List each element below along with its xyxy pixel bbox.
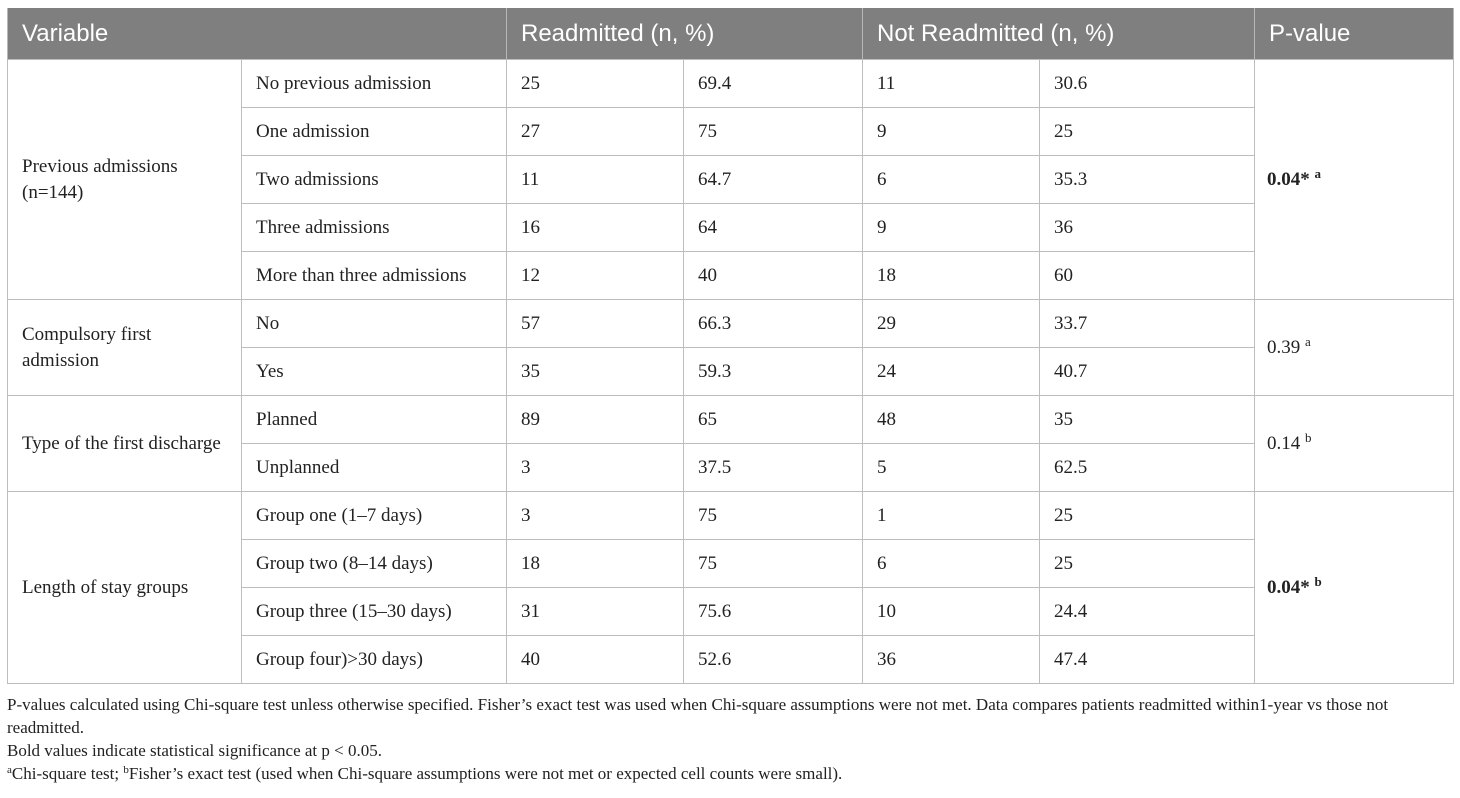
- header-row: [8, 8, 1454, 60]
- readmitted-pct-cell: 75: [684, 108, 863, 156]
- footnote-sup-b: b: [123, 764, 129, 776]
- readmitted-pct-cell: 69.4: [684, 60, 863, 108]
- readmitted-pct-cell: 75: [684, 492, 863, 540]
- not-readmitted-n-cell: 9: [863, 108, 1040, 156]
- not-readmitted-pct-cell: 35: [1040, 396, 1255, 444]
- table-row: [8, 300, 1454, 348]
- readmitted-pct-cell: 65: [684, 396, 863, 444]
- not-readmitted-pct-cell: 40.7: [1040, 348, 1255, 396]
- table-footnotes: [7, 693, 1453, 785]
- not-readmitted-pct-cell: 47.4: [1040, 636, 1255, 684]
- category-cell: Group three (15–30 days): [242, 588, 507, 636]
- category-cell: Yes: [242, 348, 507, 396]
- p-value-text: 0.04*: [1267, 168, 1310, 190]
- readmitted-n-cell: 89: [507, 396, 684, 444]
- not-readmitted-pct-cell: 25: [1040, 540, 1255, 588]
- category-cell: Planned: [242, 396, 507, 444]
- not-readmitted-pct-cell: 35.3: [1040, 156, 1255, 204]
- readmitted-pct-cell: 66.3: [684, 300, 863, 348]
- header-readmitted: Readmitted (n, %): [507, 8, 863, 60]
- p-value-text: 0.04*: [1267, 576, 1310, 598]
- readmitted-pct-cell: 52.6: [684, 636, 863, 684]
- p-value-cell: [1255, 396, 1454, 492]
- not-readmitted-pct-cell: 62.5: [1040, 444, 1255, 492]
- readmitted-pct-cell: 75.6: [684, 588, 863, 636]
- readmitted-pct-cell: 64.7: [684, 156, 863, 204]
- category-cell: No previous admission: [242, 60, 507, 108]
- table-row: [8, 492, 1454, 540]
- not-readmitted-pct-cell: 24.4: [1040, 588, 1255, 636]
- footnote-bold: Bold values indicate statistical significance at p < 0.05.: [7, 741, 382, 760]
- p-value-superscript: a: [1314, 165, 1322, 181]
- readmitted-pct-cell: 40: [684, 252, 863, 300]
- readmitted-n-cell: 16: [507, 204, 684, 252]
- not-readmitted-pct-cell: 25: [1040, 492, 1255, 540]
- not-readmitted-n-cell: 11: [863, 60, 1040, 108]
- readmitted-n-cell: 11: [507, 156, 684, 204]
- readmitted-n-cell: 12: [507, 252, 684, 300]
- p-value-superscript: a: [1305, 333, 1311, 349]
- not-readmitted-n-cell: 1: [863, 492, 1040, 540]
- category-cell: Group two (8–14 days): [242, 540, 507, 588]
- data-table: [7, 8, 1454, 684]
- not-readmitted-n-cell: 6: [863, 540, 1040, 588]
- category-cell: One admission: [242, 108, 507, 156]
- table-row: [8, 60, 1454, 108]
- not-readmitted-pct-cell: 30.6: [1040, 60, 1255, 108]
- readmitted-n-cell: 40: [507, 636, 684, 684]
- not-readmitted-pct-cell: 36: [1040, 204, 1255, 252]
- category-cell: Three admissions: [242, 204, 507, 252]
- p-value-text: 0.14: [1267, 432, 1301, 454]
- p-value-superscript: b: [1305, 429, 1312, 445]
- readmitted-n-cell: 57: [507, 300, 684, 348]
- p-value-cell: [1255, 300, 1454, 396]
- table-container: [7, 8, 1453, 684]
- not-readmitted-n-cell: 9: [863, 204, 1040, 252]
- variable-cell: Previous admissions (n=144): [8, 60, 242, 300]
- header-variable: Variable: [8, 8, 507, 60]
- not-readmitted-n-cell: 5: [863, 444, 1040, 492]
- table-header: [8, 8, 1454, 60]
- footnote-tests: [7, 762, 1453, 785]
- category-cell: Group four)>30 days): [242, 636, 507, 684]
- readmitted-n-cell: 3: [507, 492, 684, 540]
- footnote-fisher: Fisher’s exact test (used when Chi-square assumptions were not met or expected cell counts were small).: [128, 764, 843, 783]
- readmitted-n-cell: 18: [507, 540, 684, 588]
- readmitted-n-cell: 3: [507, 444, 684, 492]
- readmitted-pct-cell: 75: [684, 540, 863, 588]
- category-cell: Group one (1–7 days): [242, 492, 507, 540]
- p-value-superscript: b: [1314, 573, 1322, 589]
- readmitted-n-cell: 25: [507, 60, 684, 108]
- header-not-readmitted: Not Readmitted (n, %): [863, 8, 1255, 60]
- not-readmitted-n-cell: 36: [863, 636, 1040, 684]
- readmitted-pct-cell: 59.3: [684, 348, 863, 396]
- footnote-sup-a: a: [7, 764, 12, 776]
- header-p-value: P-value: [1255, 8, 1454, 60]
- category-cell: Unplanned: [242, 444, 507, 492]
- p-value-cell: [1255, 60, 1454, 300]
- category-cell: More than three admissions: [242, 252, 507, 300]
- variable-cell: Compulsory first admission: [8, 300, 242, 396]
- p-value-cell: [1255, 492, 1454, 684]
- readmitted-pct-cell: 64: [684, 204, 863, 252]
- variable-cell: Type of the first discharge: [8, 396, 242, 492]
- category-cell: Two admissions: [242, 156, 507, 204]
- readmitted-n-cell: 31: [507, 588, 684, 636]
- not-readmitted-n-cell: 18: [863, 252, 1040, 300]
- category-cell: No: [242, 300, 507, 348]
- table-body: [8, 60, 1454, 684]
- variable-cell: Length of stay groups: [8, 492, 242, 684]
- footnote-method: P-values calculated using Chi-square test unless otherwise specified. Fisher’s exact test was used when Chi-square assumptions were not met. Data compares patients readmitted within1-year vs those not readmitted.: [7, 695, 1389, 737]
- readmitted-n-cell: 35: [507, 348, 684, 396]
- not-readmitted-n-cell: 29: [863, 300, 1040, 348]
- p-value-text: 0.39: [1267, 336, 1301, 358]
- footnote-chi-square: Chi-square test;: [11, 764, 124, 783]
- not-readmitted-pct-cell: 60: [1040, 252, 1255, 300]
- not-readmitted-pct-cell: 33.7: [1040, 300, 1255, 348]
- table-row: [8, 396, 1454, 444]
- not-readmitted-n-cell: 10: [863, 588, 1040, 636]
- not-readmitted-n-cell: 24: [863, 348, 1040, 396]
- not-readmitted-pct-cell: 25: [1040, 108, 1255, 156]
- not-readmitted-n-cell: 48: [863, 396, 1040, 444]
- not-readmitted-n-cell: 6: [863, 156, 1040, 204]
- readmitted-n-cell: 27: [507, 108, 684, 156]
- readmitted-pct-cell: 37.5: [684, 444, 863, 492]
